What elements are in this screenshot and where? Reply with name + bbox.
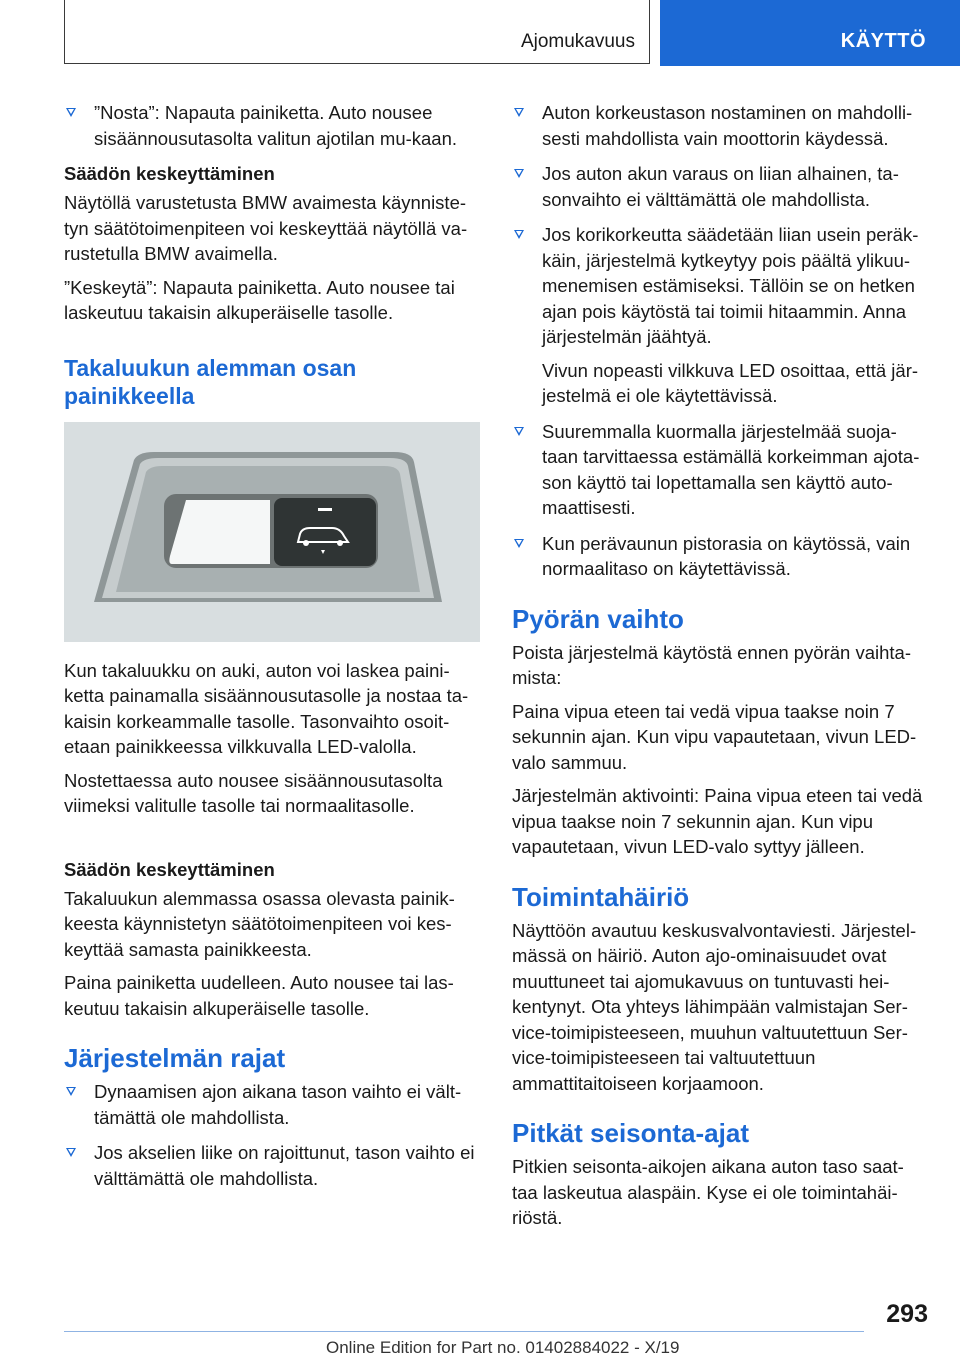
list-item	[64, 1140, 482, 1191]
footer-divider	[64, 1331, 864, 1332]
bullet-text: Kun perävaunun pistorasia on käytössä, vain normaalitaso on käytettävissä.	[542, 532, 911, 579]
paragraph: Järjestelmän aktivointi: Paina vipua eteen tai vedä vipua taakse noin 7 sekunnin ajan. Kun vipu vapautetaan, vivun LED-valo syttyy jälleen.	[512, 785, 923, 857]
bullet-triangle-icon	[514, 539, 524, 548]
paragraph: Paina vipua eteen tai vedä vipua taakse noin 7 sekunnin ajan. Kun vipu vapautetaan, vivun LED-valo sammuu.	[512, 700, 917, 773]
footer-edition: Online Edition for Part no. 01402884022 - X/19	[326, 1338, 680, 1357]
bullet-text: Vivun nopeasti vilkkuva LED osoittaa, että jär-jestelmä ei ole käytettävissä.	[542, 359, 919, 406]
bullet-triangle-icon	[514, 169, 524, 178]
heading-system-limits: Järjestelmän rajat	[64, 1043, 286, 1073]
paragraph: Poista järjestelmä käytöstä ennen pyörän vaihta-mista:	[512, 641, 911, 688]
heading-wheel-change: Pyörän vaihto	[512, 603, 684, 634]
paragraph: Paina painiketta uudelleen. Auto nousee tai las-keutuu takaisin alkuperäiselle tasolle.	[64, 972, 454, 1019]
bullet-text: Jos akselien liike on rajoittunut, tason vaihto ei välttämättä ole mahdollista.	[94, 1142, 475, 1189]
page-number: 293	[886, 1300, 928, 1328]
bullet-text: ”Nosta”: Napauta painiketta. Auto nousee sisäännousutasolta valitun ajotilan mu-kaan.	[94, 102, 458, 149]
subheading-cancel-1: Säädön keskeyttäminen	[64, 163, 275, 184]
left-column	[64, 100, 482, 1201]
heading-malfunction: Toimintahäiriö	[512, 881, 690, 912]
header-section-title: Ajomukavuus	[520, 31, 635, 52]
bullet-triangle-icon	[514, 230, 524, 239]
header-chapter-title: KÄYTTÖ	[840, 30, 926, 52]
list-item	[512, 419, 928, 521]
list-item	[512, 100, 928, 151]
bullet-text: Suuremmalla kuormalla järjestelmää suoja-taan tarvittaessa estämällä korkeimman ajota-son käyttö tai lopettamalla sen käyttö auto-maattisesti.	[542, 420, 920, 518]
bullet-text: Jos auton akun varaus on liian alhainen, ta-sonvaihto ei välttämättä ole mahdollista.	[542, 163, 899, 210]
list-item	[512, 161, 928, 212]
list-item	[512, 531, 928, 582]
bullet-triangle-icon	[66, 1148, 76, 1157]
bullet-triangle-icon	[514, 108, 524, 117]
bullet-triangle-icon	[66, 108, 76, 117]
paragraph: Pitkien seisonta-aikojen aikana auton taso saat-taa laskeutua alaspäin. Kyse ei ole toimintahäi-riöstä.	[512, 1156, 904, 1228]
subheading-cancel-2: Säädön keskeyttäminen	[64, 858, 275, 880]
list-item	[64, 1079, 482, 1130]
tailgate-button-photo	[64, 422, 480, 642]
right-column	[512, 100, 928, 1239]
paragraph: Näytöllä varustetusta BMW avaimesta käynniste-tyn säätötoimenpiteen voi keskeyttää näytöllä va-rustetulla BMW avaimella.	[64, 192, 468, 264]
header-chapter-tab	[660, 0, 960, 66]
bullet-text: Jos korikorkeutta säädetään liian usein peräk-käin, järjestelmä kytkeytyy pois päältä ylikuu-menemisen estämiseksi. Tällöin se on hetken ajan pois käytöstä tai toimii hitaammin. Anna järjestelmän jäähtyä.	[542, 224, 919, 347]
paragraph: ”Keskeytä”: Napauta painiketta. Auto nousee tai laskeutuu takaisin alkuperäiselle tasolle.	[64, 276, 455, 323]
heading-long-standstill: Pitkät seisonta-ajat	[512, 1118, 749, 1148]
bullet-text: Dynaamisen ajon aikana tason vaihto ei vält-tämättä ole mahdollista.	[94, 1081, 462, 1128]
paragraph: Nostettaessa auto nousee sisäännousutasolta viimeksi valitulle tasolle tai normaalitasolle.	[64, 769, 443, 816]
bullet-triangle-icon	[514, 427, 524, 436]
list-item	[512, 222, 928, 409]
header-section-box	[64, 0, 650, 64]
bullet-text: Auton korkeustason nostaminen on mahdolli-sesti mahdollista vain moottorin käydessä.	[542, 102, 913, 149]
paragraph: Takaluukun alemmassa osassa olevasta painik-keesta käynnistetyn säätötoimenpiteen voi kes-keyttää samasta painikkeesta.	[64, 887, 455, 960]
paragraph: Näyttöön avautuu keskusvalvontaviesti. Järjestel-mässä on häiriö. Auton ajo-ominaisuudet ovat muuttuneet tai ajomukavuus on tuntuvasti hei-kentynyt. Ota yhteys lähimpään valmistajan Ser-vice-toimipisteeseen, muuhun valtuutettuun Ser-vice-toimipisteeseen tai valtuutettuun ammattitaitoiseen korjaamoon.	[512, 919, 917, 1094]
bullet-triangle-icon	[66, 1087, 76, 1096]
heading-tailgate-button: Takaluukun alemman osan painikkeella	[64, 354, 357, 409]
list-item	[64, 100, 482, 151]
paragraph: Kun takaluukku on auki, auton voi laskea paini-ketta painamalla sisäännousutasolle ja nostaa ta-kaisin korkeammalle tasolle. Tasonvaihto osoit-etaan painikkeessa vilkkuvalla LED-valolla.	[64, 659, 469, 757]
